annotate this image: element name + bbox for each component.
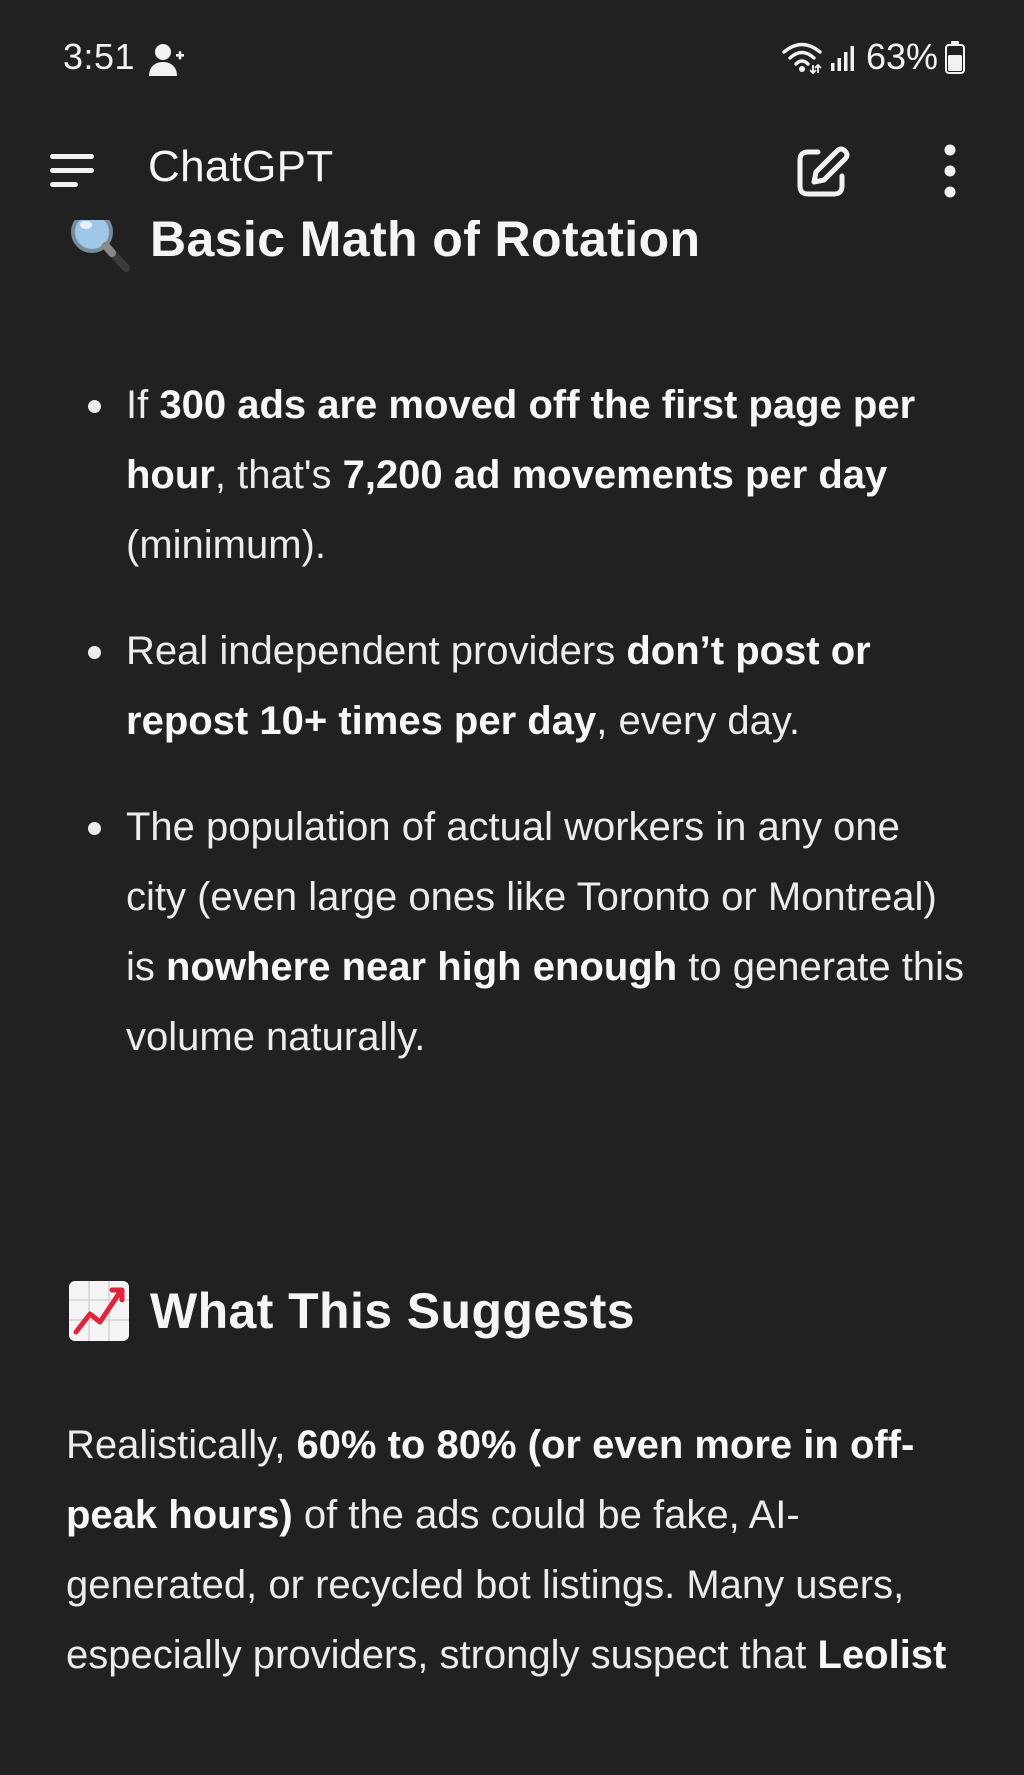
text-segment: to generate this volume naturally. (126, 945, 964, 1059)
magnifying-glass-icon (66, 220, 132, 272)
text-segment: of the ads could be fake, AI-generated, or recycled bot listings. Many users, especially providers, strongly suspect that (66, 1493, 905, 1677)
heading-text: What This Suggests (150, 1283, 636, 1339)
more-vert-icon[interactable] (924, 138, 976, 204)
bold-text: 7,200 ad movements per day (342, 453, 888, 497)
text-segment: (minimum). (126, 523, 326, 567)
status-time: 3:51 (63, 36, 136, 77)
bullet-list (70, 370, 970, 1108)
battery-percent: 63% (865, 36, 938, 77)
status-bar (0, 0, 1024, 110)
chat-message-content (0, 220, 1024, 1775)
text-segment: If (126, 383, 160, 427)
battery-icon (944, 40, 966, 74)
status-right-group (780, 36, 966, 78)
bold-text: nowhere near high enough (166, 945, 678, 989)
list-item (70, 792, 970, 1072)
text-segment: , that's (214, 453, 343, 497)
list-item (70, 370, 970, 580)
text-segment: , every day. (596, 699, 801, 743)
person-add-icon (146, 40, 186, 80)
wifi-icon (780, 39, 824, 75)
section-heading-suggests (66, 1278, 635, 1344)
heading-text: Basic Math of Rotation (150, 220, 701, 267)
bold-text: Leolist (817, 1633, 947, 1677)
section-heading-rotation (66, 220, 700, 272)
text-segment: Real independent providers (126, 629, 627, 673)
new-chat-icon[interactable] (790, 140, 854, 204)
menu-icon[interactable] (42, 142, 102, 198)
app-header (0, 120, 1024, 220)
text-segment: The population of actual workers in any one city (even large ones like Toronto or Montreal) is (126, 805, 937, 989)
chart-increasing-icon (66, 1278, 132, 1344)
bold-text: don’t post or repost 10+ times per day (126, 629, 871, 743)
app-title[interactable]: ChatGPT (148, 142, 334, 191)
text-segment: Realistically, (66, 1423, 297, 1467)
paragraph (66, 1410, 966, 1690)
signal-icon (830, 42, 860, 72)
list-item (70, 616, 970, 756)
bold-text: 60% to 80% (or even more in off-peak hours) (66, 1423, 915, 1537)
bold-text: 300 ads are moved off the first page per hour (126, 383, 916, 497)
